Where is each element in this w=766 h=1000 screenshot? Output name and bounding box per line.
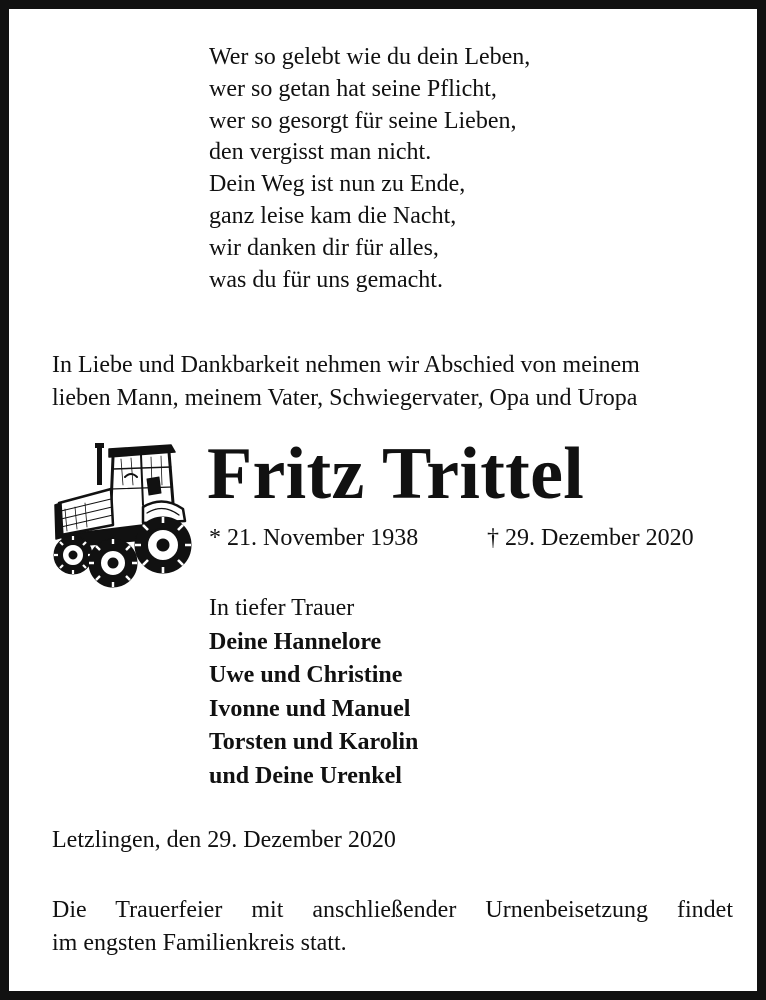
poem — [209, 42, 530, 296]
poem-line: wir danken dir für alles, — [209, 234, 439, 261]
farewell-intro — [52, 349, 640, 415]
mourner-name: Uwe und Christine — [209, 662, 403, 688]
poem-line: den vergisst man nicht. — [209, 139, 432, 166]
funeral-line: im engsten Familienkreis statt. — [52, 930, 347, 956]
poem-line: ganz leise kam die Nacht, — [209, 202, 457, 229]
poem-line: wer so getan hat seine Pflicht, — [209, 75, 497, 102]
poem-line: was du für uns gemacht. — [209, 266, 443, 293]
poem-line: Dein Weg ist nun zu Ende, — [209, 171, 466, 198]
place-and-date: Letzlingen, den 29. Dezember 2020 — [52, 827, 396, 853]
tractor-icon — [51, 439, 193, 595]
mourner-name: Torsten und Karolin — [209, 729, 419, 755]
mourner-name: Deine Hannelore — [209, 628, 382, 655]
funeral-line: Die Trauerfeier mit anschließender Urnenbeisetzung findet — [52, 897, 733, 923]
funeral-notice — [52, 894, 733, 960]
mourner-name: Ivonne und Manuel — [209, 695, 411, 722]
intro-line: lieben Mann, meinem Vater, Schwiegervater, Opa und Uropa — [52, 385, 638, 411]
life-dates — [209, 523, 729, 553]
birth-date: * 21. November 1938 — [209, 525, 419, 551]
intro-line: In Liebe und Dankbarkeit nehmen wir Abschied von meinem — [52, 352, 640, 378]
mourners — [209, 592, 418, 793]
mourner-name: und Deine Urenkel — [209, 762, 402, 789]
poem-line: Wer so gelebt wie du dein Leben, — [209, 44, 531, 70]
mourning-heading: In tiefer Trauer — [209, 595, 355, 621]
deceased-name: Fritz Trittel — [207, 433, 585, 515]
death-date: † 29. Dezember 2020 — [487, 525, 694, 551]
poem-line: wer so gesorgt für seine Lieben, — [209, 107, 517, 134]
